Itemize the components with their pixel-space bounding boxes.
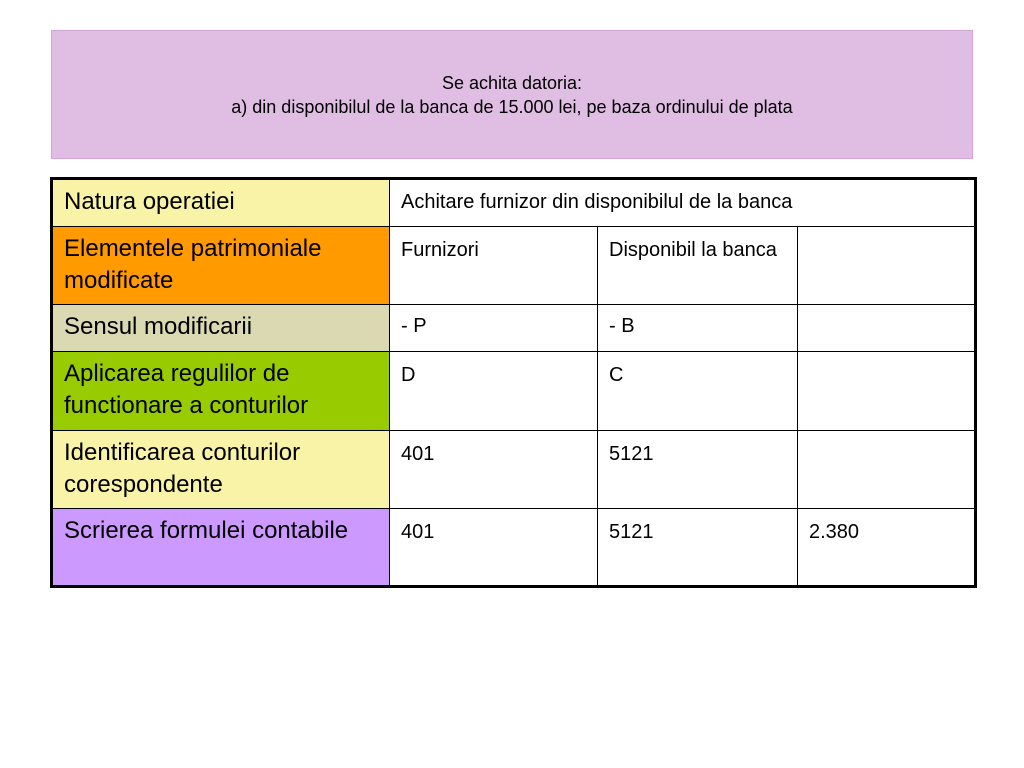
table-cell: - B (598, 305, 798, 352)
table-cell: - P (390, 305, 598, 352)
table-cell (798, 305, 976, 352)
table-row (52, 352, 976, 431)
title-line-2: a) din disponibilul de la banca de 15.000 lei, pe baza ordinului de plata (231, 96, 793, 117)
row-label-sensul-modificarii: Sensul modificarii (52, 305, 390, 352)
table-row (52, 509, 976, 587)
accounting-operation-table (50, 177, 977, 588)
table-cell: 2.380 (798, 509, 976, 587)
table-cell: 5121 (598, 509, 798, 587)
row-label-elemente-patrimoniale: Elementele patrimoniale modificate (52, 227, 390, 305)
title-box (51, 30, 973, 159)
table-cell: D (390, 352, 598, 431)
table-row (52, 179, 976, 227)
row-label-natura-operatiei: Natura operatiei (52, 179, 390, 227)
operation-description: Achitare furnizor din disponibilul de la banca (390, 179, 976, 227)
title-line-1: Se achita datoria: (441, 72, 583, 93)
table-cell (798, 227, 976, 305)
table-row (52, 305, 976, 352)
row-label-scrierea-formulei: Scrierea formulei contabile (52, 509, 390, 587)
table-cell: Furnizori (390, 227, 598, 305)
table-cell: C (598, 352, 798, 431)
table-row (52, 227, 976, 305)
table-cell (798, 431, 976, 509)
row-label-identificarea-conturilor: Identificarea conturilor corespondente (52, 431, 390, 509)
table-cell: Disponibil la banca (598, 227, 798, 305)
table-cell: 401 (390, 509, 598, 587)
table-cell: 401 (390, 431, 598, 509)
table-row (52, 431, 976, 509)
row-label-aplicarea-regulilor: Aplicarea regulilor de functionare a conturilor (52, 352, 390, 431)
table-cell: 5121 (598, 431, 798, 509)
table-cell (798, 352, 976, 431)
